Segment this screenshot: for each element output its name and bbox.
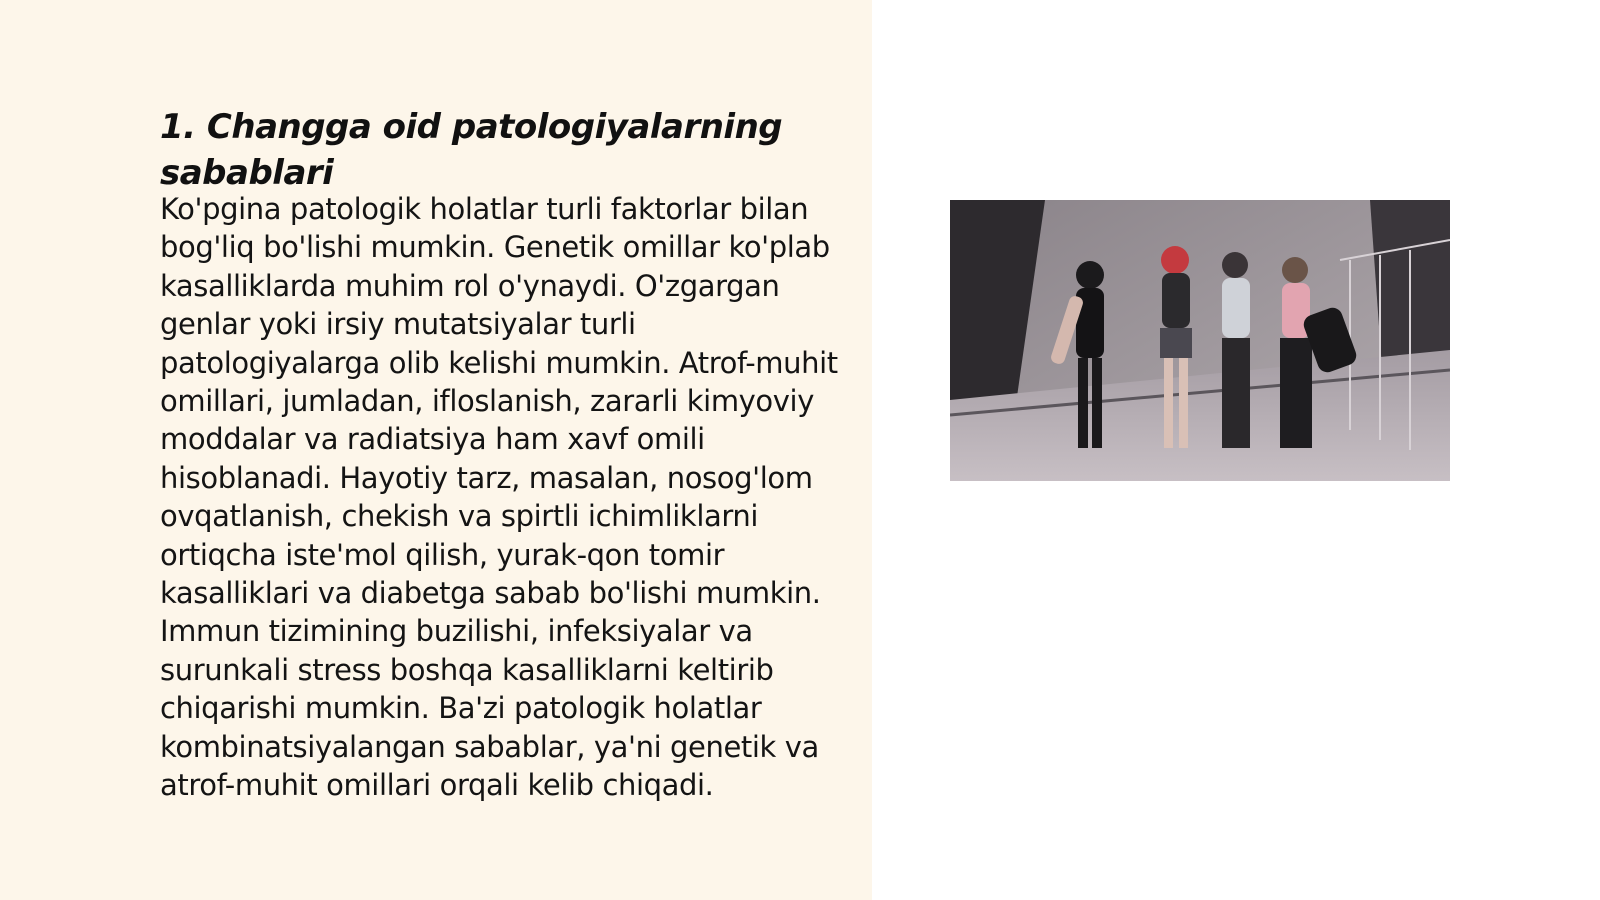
- group-photo: [950, 200, 1450, 481]
- slide-body-text: Ko'pgina patologik holatlar turli faktorlar bilan bog'liq bo'lishi mumkin. Genetik omillar ko'plab kasalliklarda muhim rol o'ynaydi. O'zgargan genlar yoki irsiy mutatsiyalar turli patologiyalarga olib kelishi mumkin. Atrof-muhit omillari, jumladan, ifloslanish, zararli kimyoviy moddalar va radiatsiya ham xavf omili hisoblanadi. Hayotiy tarz, masalan, nosog'lom ovqatlanish, chekish va spirtli ichimliklarni ortiqcha iste'mol qilish, yurak-qon tomir kasalliklari va diabetga sabab bo'lishi mumkin. Immun tizimining buzilishi, infeksiyalar va surunkali stress boshqa kasalliklarni keltirib chiqarishi mumkin. Ba'zi patologik holatlar kombinatsiyalangan sabablar, ya'ni genetik va atrof-muhit omillari orqali kelib chiqadi.: [160, 192, 838, 803]
- slide-title: 1. Changga oid patologiyalarning sabablari: [160, 107, 783, 193]
- text-content: [160, 104, 850, 805]
- group-photo-illustration: [950, 200, 1450, 481]
